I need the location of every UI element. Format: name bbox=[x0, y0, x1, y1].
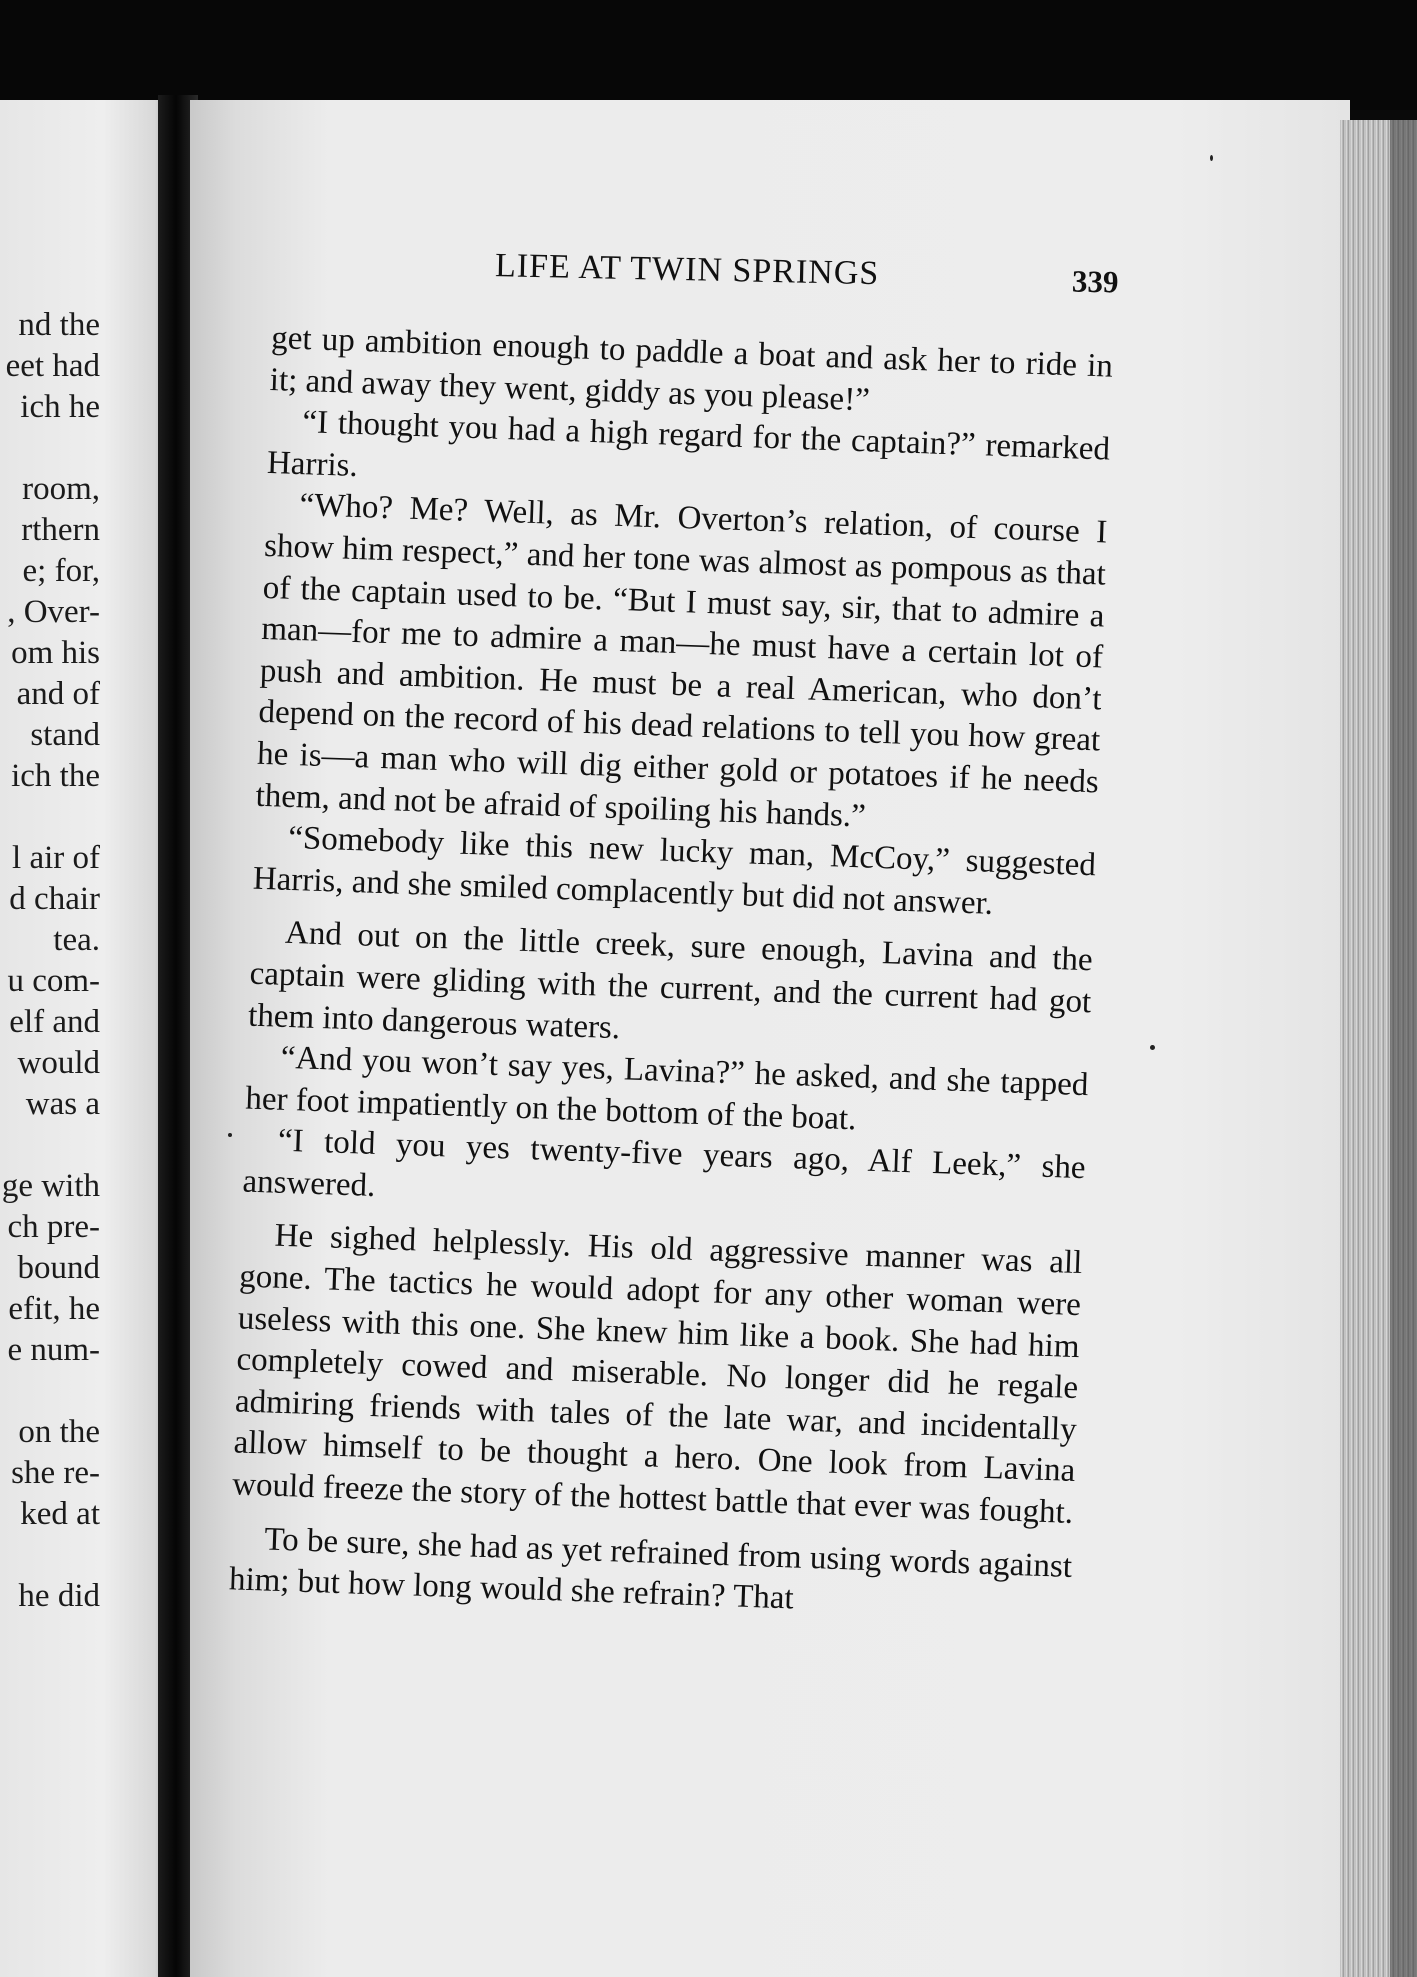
paragraph: To be sure, she had as yet refrained from using words against him; but how long would she refrain? That bbox=[228, 1521, 1073, 1617]
left-page-line: bound bbox=[17, 1250, 100, 1286]
dust-speck bbox=[228, 1133, 232, 1137]
paragraph: And out on the little creek, sure enough, Lavina and the captain were gliding with the current, and the current had got them into dangerous waters. bbox=[247, 915, 1094, 1046]
paragraph: “Somebody like this new lucky man, McCoy,” suggested Harris, and she smiled complacently but did not answer. bbox=[252, 819, 1097, 922]
paragraph: “I told you yes twenty-five years ago, Alf Leek,” she answered. bbox=[241, 1122, 1087, 1204]
left-page-line: l air of bbox=[12, 840, 100, 876]
left-page-gap bbox=[0, 1535, 100, 1576]
left-page-line: ch pre- bbox=[7, 1209, 100, 1245]
left-page-line: stand bbox=[30, 717, 100, 753]
paragraph: “I thought you had a high regard for the captain?” remarked Harris. bbox=[266, 404, 1111, 484]
paragraph: “Who? Me? Well, as Mr. Overton’s relation, of course I show him respect,” and her tone was almost as pompous as that of the captain used to be. “But I must say, sir, that to admire a man—for me to admire a man—he must have a certain lot of push and ambition. He must be a real American, who don’t depend on the record of his dead relations to tell you how great he is—a man who will dig either gold or potatoes if he needs them, and not be afraid of spoiling his hands.” bbox=[255, 487, 1108, 835]
page-number: 339 bbox=[1071, 263, 1119, 300]
paragraph: He sighed helplessly. His old aggressive manner was all gone. The tactics he would adopt for any other woman were useless with this one. She knew him like a book. She had him completely cowed and miserable. No longer did he regale admiring friends with tales of the late war, and incidentally allow himself to be thought a hero. One look from Lavina would freeze the story of the hottest battle that ever was fought. bbox=[231, 1218, 1083, 1531]
paragraph: “And you won’t say yes, Lavina?” he asked, and she tapped her foot impatiently on the bottom of the boat. bbox=[244, 1039, 1089, 1138]
left-page-gap bbox=[0, 428, 100, 469]
running-head: LIFE AT TWIN SPRINGS bbox=[494, 247, 880, 293]
left-page-line: and of bbox=[16, 676, 100, 712]
dust-speck bbox=[1150, 1045, 1155, 1050]
left-page-line: elf and bbox=[9, 1004, 100, 1040]
left-page-edge bbox=[0, 100, 172, 1977]
left-page-fragments bbox=[0, 305, 100, 1617]
left-page-line: ked at bbox=[20, 1496, 100, 1532]
left-page-line: efit, he bbox=[8, 1291, 100, 1327]
left-page-gap bbox=[0, 797, 100, 838]
left-page-gap bbox=[0, 1125, 100, 1166]
left-page-line: was a bbox=[25, 1086, 100, 1122]
left-page-line: room, bbox=[22, 471, 100, 507]
top-dark-band bbox=[0, 0, 1417, 110]
paragraph: get up ambition enough to paddle a boat and ask her to ride in it; and away they went, giddy as you please!” bbox=[269, 319, 1114, 418]
left-page-gap bbox=[0, 1371, 100, 1412]
left-page-line: tea. bbox=[53, 922, 100, 958]
left-page-line: would bbox=[17, 1045, 100, 1081]
left-page-line: nd the bbox=[18, 307, 100, 343]
left-page-line: om his bbox=[11, 635, 100, 671]
left-page-line: he did bbox=[18, 1578, 100, 1614]
left-page-line: e num- bbox=[7, 1332, 100, 1368]
left-page-line: eet had bbox=[5, 348, 100, 384]
left-page-line: ich the bbox=[11, 758, 100, 794]
left-page-line: on the bbox=[18, 1414, 100, 1450]
left-page-line: d chair bbox=[9, 881, 100, 917]
left-page-line: ge with bbox=[1, 1168, 100, 1204]
left-page-line: u com- bbox=[7, 963, 100, 999]
left-page-line: she re- bbox=[11, 1455, 100, 1491]
left-page-line: rthern bbox=[21, 512, 100, 548]
page-edges-shadow bbox=[1390, 120, 1417, 1977]
left-page-line: e; for, bbox=[22, 553, 100, 589]
left-page-line: , Over- bbox=[7, 594, 100, 630]
body-text bbox=[228, 318, 1113, 1630]
dust-speck bbox=[1210, 155, 1213, 161]
left-page-line: ich he bbox=[20, 389, 100, 425]
